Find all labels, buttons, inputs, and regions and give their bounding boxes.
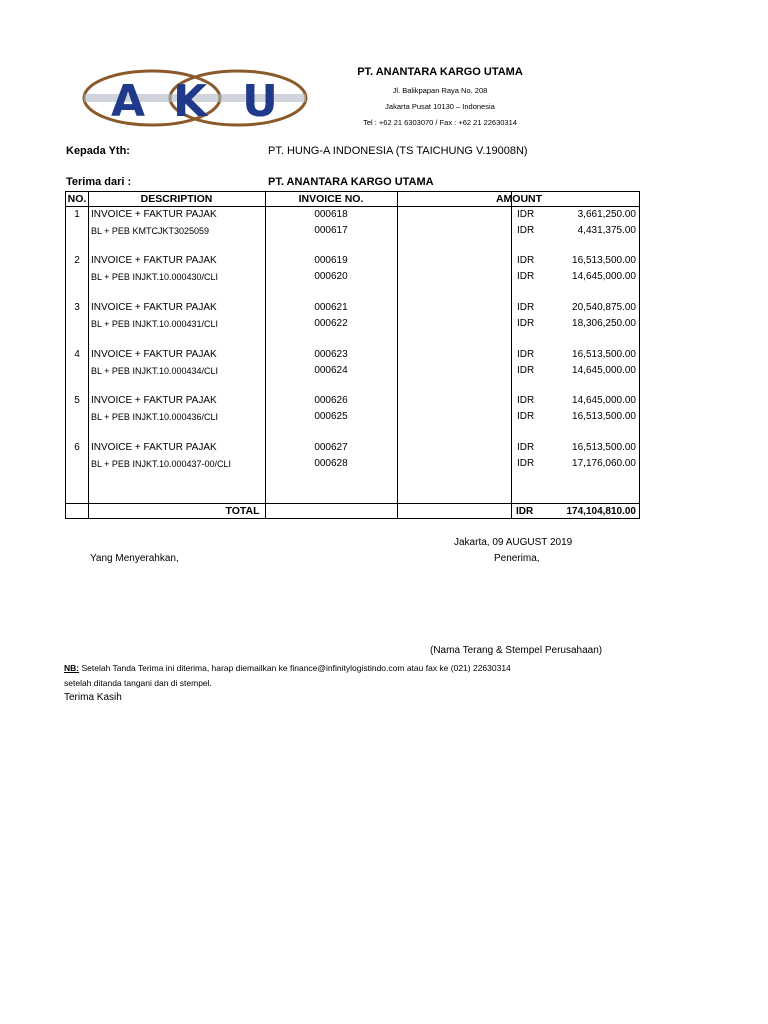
amount-cell: 4,431,375.00 bbox=[577, 225, 636, 236]
amount-cell: 20,540,875.00 bbox=[572, 302, 636, 313]
invoice-no-cell: 000627 bbox=[314, 442, 348, 453]
amount-cell: 16,513,500.00 bbox=[572, 442, 636, 453]
currency-cell: IDR bbox=[517, 349, 535, 360]
total-label: TOTAL bbox=[225, 505, 260, 517]
recipient-value: PT. HUNG-A INDONESIA (TS TAICHUNG V.19008N) bbox=[268, 145, 528, 157]
row-number: 4 bbox=[74, 349, 80, 360]
description-cell: BL + PEB INJKT.10.000430/CLI bbox=[91, 272, 218, 282]
row-number: 5 bbox=[74, 395, 80, 406]
header-amount: AMOUNT bbox=[495, 193, 543, 205]
total-currency: IDR bbox=[516, 506, 534, 517]
giver-label: Yang Menyerahkan, bbox=[90, 553, 179, 564]
logo-letter-u: U bbox=[242, 76, 278, 127]
description-cell: BL + PEB INJKT.10.000436/CLI bbox=[91, 412, 218, 422]
header-invoice-no: INVOICE NO. bbox=[298, 193, 364, 205]
company-address-1: Jl. Balikpapan Raya No. 208 bbox=[392, 86, 488, 95]
currency-cell: IDR bbox=[517, 442, 535, 453]
description-cell: INVOICE + FAKTUR PAJAK bbox=[91, 349, 217, 360]
currency-cell: IDR bbox=[517, 255, 535, 266]
row-number: 2 bbox=[74, 255, 80, 266]
invoice-no-cell: 000624 bbox=[314, 365, 348, 376]
invoice-no-cell: 000626 bbox=[314, 395, 348, 406]
nb-label: NB: bbox=[64, 663, 80, 673]
amount-cell: 14,645,000.00 bbox=[572, 395, 636, 406]
currency-cell: IDR bbox=[517, 209, 535, 220]
sender-value: PT. ANANTARA KARGO UTAMA bbox=[268, 176, 434, 188]
sender-label: Terima dari : bbox=[66, 176, 132, 188]
invoice-no-cell: 000625 bbox=[314, 411, 348, 422]
amount-cell: 3,661,250.00 bbox=[577, 209, 636, 220]
recipient-label: Kepada Yth: bbox=[66, 145, 130, 157]
company-contact: Tel : +62 21 6303070 / Fax : +62 21 22630314 bbox=[363, 118, 517, 127]
description-cell: BL + PEB INJKT.10.000434/CLI bbox=[91, 366, 218, 376]
receipt-table bbox=[65, 191, 640, 519]
amount-cell: 18,306,250.00 bbox=[572, 318, 636, 329]
currency-cell: IDR bbox=[517, 458, 535, 469]
currency-cell: IDR bbox=[517, 365, 535, 376]
nb-text: Setelah Tanda Terima ini diterima, harap diemailkan ke finance@infinitylogistindo.com atau fax ke (021) 22630314 bbox=[79, 663, 511, 673]
total-amount: 174,104,810.00 bbox=[566, 506, 636, 517]
thanks-text: Terima Kasih bbox=[64, 692, 122, 703]
invoice-no-cell: 000618 bbox=[314, 209, 348, 220]
receiver-label: Penerima, bbox=[494, 553, 540, 564]
row-number: 6 bbox=[74, 442, 80, 453]
currency-cell: IDR bbox=[517, 271, 535, 282]
row-number: 1 bbox=[74, 209, 80, 220]
amount-cell: 16,513,500.00 bbox=[572, 411, 636, 422]
company-address-2: Jakarta Pusat 10130 – Indonesia bbox=[385, 102, 495, 111]
description-cell: INVOICE + FAKTUR PAJAK bbox=[91, 209, 217, 220]
invoice-no-cell: 000621 bbox=[314, 302, 348, 313]
company-name: PT. ANANTARA KARGO UTAMA bbox=[357, 66, 523, 78]
description-cell: BL + PEB INJKT.10.000437-00/CLI bbox=[91, 459, 232, 469]
currency-cell: IDR bbox=[517, 395, 535, 406]
amount-cell: 17,176,060.00 bbox=[572, 458, 636, 469]
currency-cell: IDR bbox=[517, 225, 535, 236]
logo-letter-k: K bbox=[172, 76, 208, 127]
nb-line bbox=[64, 663, 511, 673]
description-cell: BL + PEB KMTCJKT3025059 bbox=[91, 226, 209, 236]
description-cell: BL + PEB INJKT.10.000431/CLI bbox=[91, 319, 218, 329]
row-number: 3 bbox=[74, 302, 80, 313]
invoice-no-cell: 000628 bbox=[314, 458, 348, 469]
invoice-no-cell: 000617 bbox=[314, 225, 348, 236]
header-no: NO. bbox=[67, 193, 87, 205]
amount-cell: 16,513,500.00 bbox=[572, 349, 636, 360]
description-cell: INVOICE + FAKTUR PAJAK bbox=[91, 442, 217, 453]
nb-text-2: setelah ditanda tangani dan di stempel. bbox=[64, 678, 212, 688]
invoice-no-cell: 000623 bbox=[314, 349, 348, 360]
amount-cell: 16,513,500.00 bbox=[572, 255, 636, 266]
invoice-no-cell: 000622 bbox=[314, 318, 348, 329]
amount-cell: 14,645,000.00 bbox=[572, 365, 636, 376]
invoice-no-cell: 000619 bbox=[314, 255, 348, 266]
description-cell: INVOICE + FAKTUR PAJAK bbox=[91, 302, 217, 313]
stamp-note: (Nama Terang & Stempel Perusahaan) bbox=[430, 645, 603, 656]
invoice-no-cell: 000620 bbox=[314, 271, 348, 282]
logo-letter-a: A bbox=[110, 76, 146, 127]
currency-cell: IDR bbox=[517, 302, 535, 313]
description-cell: INVOICE + FAKTUR PAJAK bbox=[91, 395, 217, 406]
header-description: DESCRIPTION bbox=[140, 193, 213, 205]
currency-cell: IDR bbox=[517, 318, 535, 329]
description-cell: INVOICE + FAKTUR PAJAK bbox=[91, 255, 217, 266]
receipt-date: Jakarta, 09 AUGUST 2019 bbox=[454, 537, 573, 548]
amount-cell: 14,645,000.00 bbox=[572, 271, 636, 282]
currency-cell: IDR bbox=[517, 411, 535, 422]
